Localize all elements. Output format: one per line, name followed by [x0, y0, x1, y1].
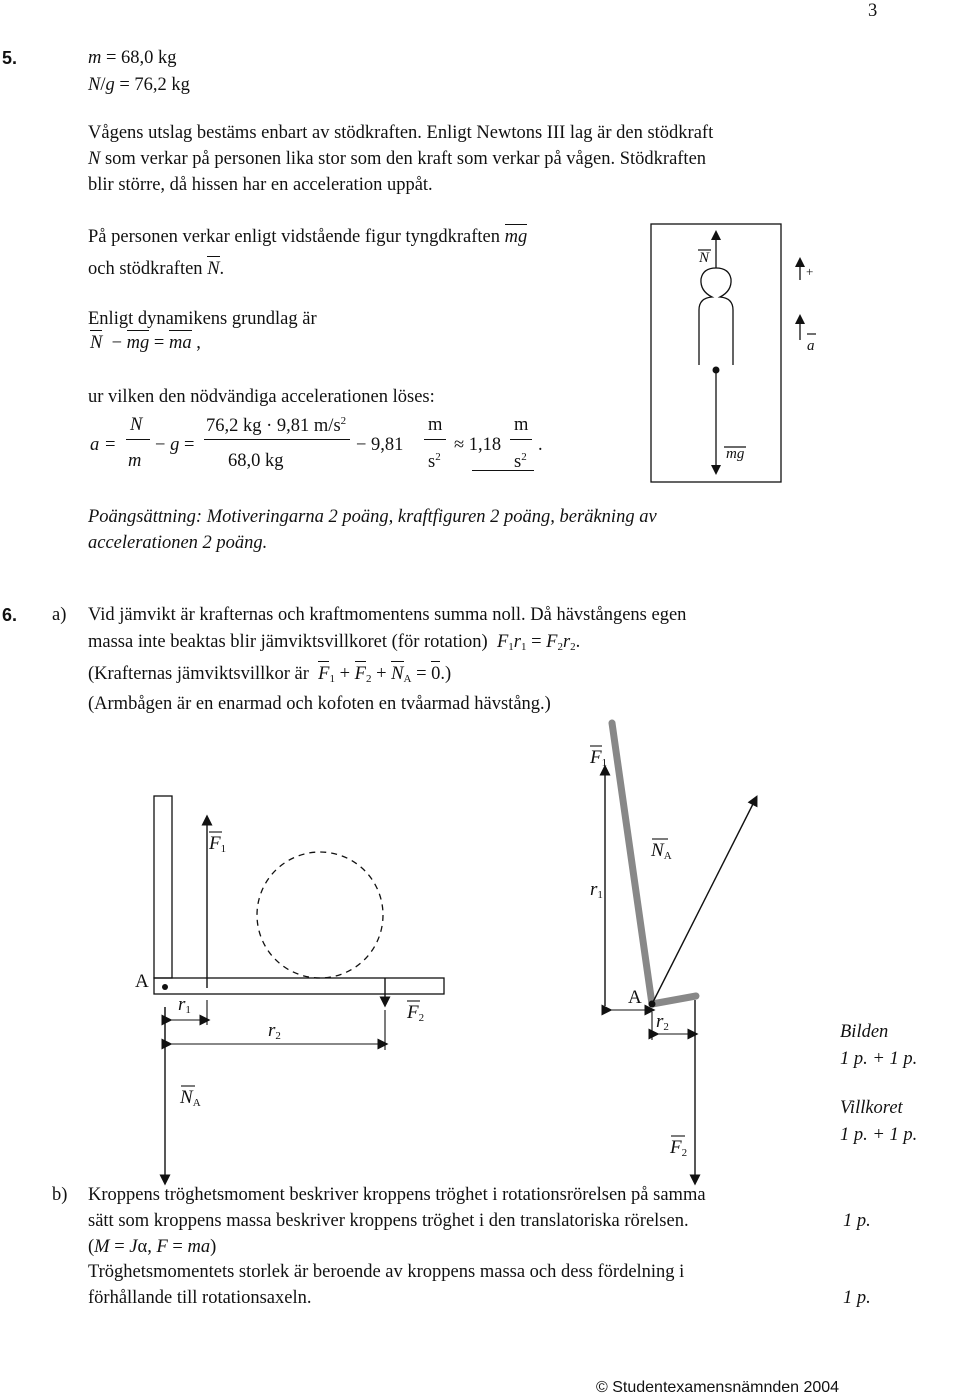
paragraph-line: Vågens utslag bestäms enbart av stödkraften. Enligt Newtons III lag är den stödkraft — [88, 123, 714, 143]
figure-label-a: A — [628, 987, 642, 1008]
figure-label-na: $N_A$ — [651, 840, 672, 862]
unit-m: m — [514, 415, 529, 435]
task-6-number: 6. — [2, 605, 18, 625]
formula-period: . — [538, 435, 543, 455]
formula-n: N — [130, 415, 143, 435]
figure-label-r1: $r_1$ — [590, 879, 603, 901]
paragraph-line: och stödkraften N. — [88, 259, 225, 279]
formula-g: − g = — [155, 435, 195, 455]
formula-minus: − 9,81 — [356, 435, 404, 455]
load-ball — [257, 852, 383, 978]
paragraph-line: Tröghetsmomentets storlek är beroende av kroppens massa och dess fördelning i — [88, 1262, 685, 1282]
dynamics-equation: N − mg = ma , — [90, 333, 201, 353]
scoring-note: accelerationen 2 poäng. — [88, 533, 268, 553]
formula-denominator: 68,0 kg — [228, 451, 284, 471]
figure-label-a: A — [135, 971, 149, 992]
points-bilden-value: 1 p. + 1 p. — [840, 1049, 918, 1069]
figure-label-f1: $F_1$ — [209, 833, 227, 855]
figure-label-plus: + — [806, 264, 814, 279]
paragraph-line: förhållande till rotationsaxeln. — [88, 1288, 312, 1308]
figure-label-mg: mg — [726, 446, 745, 462]
part-a-label: a) — [52, 605, 67, 625]
page-number: 3 — [868, 1, 878, 21]
figure-label-r2: $r_2$ — [268, 1020, 281, 1042]
part-b-label: b) — [52, 1185, 68, 1205]
unit-s2: $s^2$ — [514, 451, 527, 472]
points-villkoret-label: Villkoret — [840, 1098, 903, 1118]
scoring-note: Poängsättning: Motiveringarna 2 poäng, kraftfiguren 2 poäng, beräkning av — [88, 507, 657, 527]
paragraph-line: blir större, då hissen har en acceleration uppåt. — [88, 175, 433, 195]
paragraph-line: På personen verkar enligt vidstående figur tyngdkraften mg — [88, 227, 528, 247]
formula-m: m — [128, 451, 142, 471]
paragraph-line: massa inte beaktas blir jämviktsvillkoret (för rotation) $F_1r_1 = F_2r_2$. — [88, 632, 581, 653]
figure-label-r1: $r_1$ — [178, 994, 191, 1016]
figure-label-r2: $r_2$ — [656, 1011, 669, 1033]
paragraph-line: N som verkar på personen lika stor som den kraft som verkar på vågen. Stödkraften — [88, 149, 707, 169]
figure-label-f2: $F_2$ — [670, 1137, 688, 1159]
points-b-1: 1 p. — [843, 1211, 871, 1231]
paragraph-line: Kroppens tröghetsmoment beskriver kroppens tröghet i rotationsrörelsen på samma — [88, 1185, 706, 1205]
figure-label-f2: $F_2$ — [407, 1002, 425, 1024]
paragraph-line: Vid jämvikt är krafternas och kraftmomentens summa noll. Då hävstångens egen — [88, 605, 687, 625]
paragraph-line: sätt som kroppens massa beskriver kroppens tröghet i den translatoriska rörelsen. — [88, 1211, 689, 1231]
formula-numerator: 76,2 kg · 9,81 $m/s^2$ — [206, 415, 347, 436]
elbow-lever — [154, 796, 444, 1180]
points-bilden-label: Bilden — [840, 1022, 889, 1042]
paragraph-line: Enligt dynamikens grundlag är — [88, 309, 317, 329]
given-mass: m = 68,0 kg — [88, 48, 177, 68]
unit-m: m — [428, 415, 443, 435]
force-na-arrow — [652, 800, 755, 1004]
paragraph-line: ur vilken den nödvändiga accelerationen löses: — [88, 387, 435, 407]
task-5-number: 5. — [2, 48, 18, 68]
figure-label-a: a — [807, 338, 815, 354]
formula-approx: ≈ 1,18 — [454, 435, 502, 455]
points-villkoret-value: 1 p. + 1 p. — [840, 1125, 918, 1145]
figure-label-n: N — [699, 250, 710, 266]
paragraph-line: (Armbågen är en enarmad och kofoten en tvåarmad hävstång.) — [88, 694, 551, 714]
points-b-2: 1 p. — [843, 1288, 871, 1308]
paragraph-line: (M = Jα, F = ma) — [88, 1237, 217, 1257]
figure-label-na: $N_A$ — [180, 1087, 201, 1109]
formula-a: a = — [90, 435, 117, 455]
unit-s2: $s^2$ — [428, 451, 441, 472]
paragraph-line: (Krafternas jämviktsvillkor är $F_1 + F_2 + N_A = 0$.) — [88, 664, 452, 685]
crowbar-lever — [590, 723, 755, 1180]
footer-copyright: © Studentexamensnämnden 2004 — [596, 1379, 840, 1396]
figure-label-f1: $F_1$ — [590, 747, 608, 769]
given-ng: N/g = 76,2 kg — [88, 75, 190, 95]
